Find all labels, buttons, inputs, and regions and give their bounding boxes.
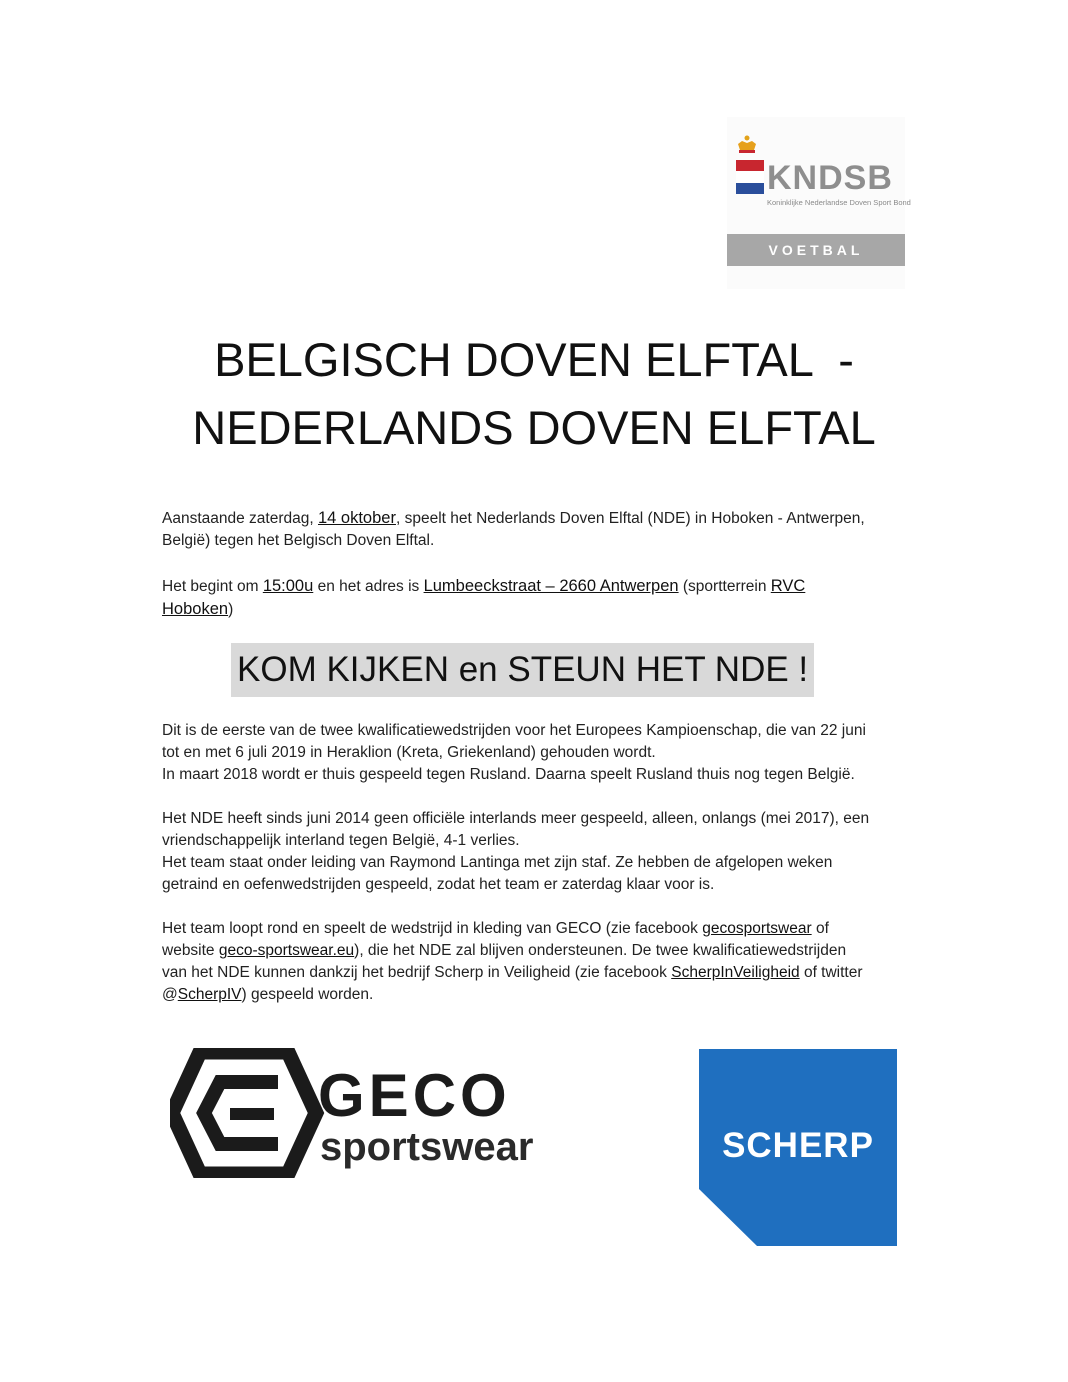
intro-paragraph: Aanstaande zaterdag, 14 oktober, speelt het Nederlands Doven Elftal (NDE) in Hoboken - Antwerpen, België) tegen het Belgisch Doven Elftal. xyxy=(162,509,865,549)
geco-wordmark: GECO xyxy=(318,1062,511,1129)
geco-facebook-link[interactable]: gecosportswear xyxy=(702,920,812,937)
dutch-flag-icon xyxy=(736,160,764,194)
qualification-paragraph: Dit is de eerste van de twee kwalificatiewedstrijden voor het Europees Kampioenschap, die van 22 juni tot en met 6 juli 2019 in Heraklion (Kreta, Griekenland) gehouden wordt. In maart 2018 wordt er thuis gespeeld tegen Rusland. Daarna speelt Rusland thuis nog tegen België. xyxy=(162,722,866,783)
geco-sub-wordmark: sportswear xyxy=(320,1125,534,1169)
address-link[interactable]: Lumbeeckstraat – 2660 Antwerpen xyxy=(423,577,679,595)
crown-icon xyxy=(736,135,758,155)
kndsb-wordmark: KNDSB xyxy=(767,159,893,197)
geco-sportswear-logo xyxy=(170,1048,550,1178)
voetbal-bar: VOETBAL xyxy=(727,234,905,266)
sponsor-paragraph: Het team loopt rond en speelt de wedstrijd in kleding van GECO (zie facebook gecosportswear of website geco-sportswear.eu), die het NDE zal blijven ondersteunen. De twee kwalificatiewedstrijden van het NDE kunnen dankzij het bedrijf Scherp in Veiligheid (zie facebook ScherpInVeiligheid of twitter @ScherpIV) gespeeld worden. xyxy=(162,920,863,1003)
geco-website-link[interactable]: geco-sportswear.eu xyxy=(218,942,355,959)
kndsb-logo xyxy=(727,117,911,289)
location-paragraph: Het begint om 15:00u en het adres is Lumbeeckstraat – 2660 Antwerpen (sportterrein RVC Hoboken) xyxy=(162,577,806,618)
scherp-facebook-link[interactable]: ScherpInVeiligheid xyxy=(671,964,800,981)
scherp-wordmark: SCHERP xyxy=(722,1126,874,1165)
geco-hexagon-icon xyxy=(172,1052,316,1174)
history-paragraph: Het NDE heeft sinds juni 2014 geen officiële interlands meer gespeeld, alleen, onlangs (mei 2017), een vriendschappelijk interland tegen België, 4-1 verlies. Het team staat onder leiding van Raymond Lantinga met zijn staf. Ze hebben de afgelopen weken getraind en oefenwedstrijden gespeeld, zodat het team er zaterdag klaar voor is. xyxy=(162,810,870,893)
page-title-line-2: NEDERLANDS DOVEN ELFTAL xyxy=(192,401,876,454)
time-link[interactable]: 15:00u xyxy=(262,577,314,595)
call-to-action: KOM KIJKEN en STEUN HET NDE ! xyxy=(231,643,814,697)
venue-link-2[interactable]: Hoboken xyxy=(162,600,229,618)
date-link[interactable]: 14 oktober xyxy=(317,509,396,527)
page-title-line-1: BELGISCH DOVEN ELFTAL - xyxy=(214,333,854,386)
kndsb-subline: Koninklijke Nederlandse Doven Sport Bond xyxy=(767,198,911,207)
venue-link[interactable]: RVC xyxy=(770,577,806,595)
scherp-logo xyxy=(699,1049,897,1246)
scherp-twitter-link[interactable]: ScherpIV xyxy=(177,986,242,1003)
